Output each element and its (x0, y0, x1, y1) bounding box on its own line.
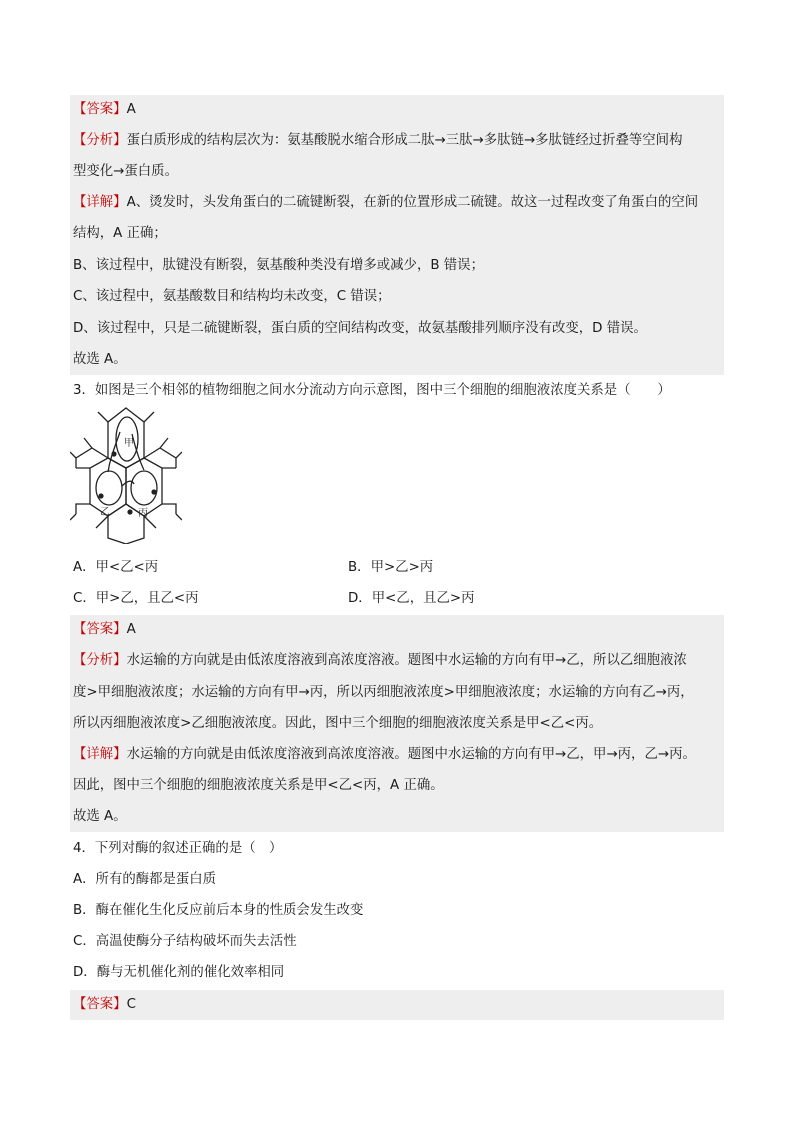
q2-detail-line-3: B、该过程中，肽键没有断裂，氨基酸种类没有增多或减少，B 错误； (73, 258, 484, 273)
q3-option-a[interactable]: A．甲<乙<丙 (73, 560, 159, 575)
q2-analysis: 【分析】蛋白质形成的结构层次为：氨基酸脱水缩合形成二肽→三肽→多肽链→多肽链经过折叠等空间构 (73, 133, 683, 148)
cell-bing-label: 丙 (138, 508, 148, 519)
q3-stem: 3．如图是三个相邻的植物细胞之间水分流动方向示意图，图中三个细胞的细胞液浓度关系是（ ） (73, 383, 671, 398)
q3-analysis-line-2: 度>甲细胞液浓度；水运输的方向有甲→丙，所以丙细胞液浓度>甲细胞液浓度；水运输的方向有乙→丙， (73, 685, 694, 700)
q3-option-b[interactable]: B．甲>乙>丙 (348, 560, 434, 575)
cell-yi-label: 乙 (100, 507, 110, 518)
q3-conclusion: 故选 A。 (73, 809, 127, 824)
q2-detail: 【详解】A、烫发时，头发角蛋白的二硫键断裂，在新的位置形成二硫键。故这一过程改变了角蛋白的空间 (73, 195, 699, 210)
q2-answer: 【答案】A (73, 102, 136, 117)
q2-analysis-cont: 型变化→蛋白质。 (73, 164, 178, 179)
q3-answer: 【答案】A (73, 622, 136, 637)
q2-conclusion: 故选 A。 (73, 352, 127, 367)
q4-option-d[interactable]: D．酶与无机催化剂的催化效率相同 (73, 965, 285, 980)
q3-analysis: 【分析】水运输的方向就是由低浓度溶液到高浓度溶液。题图中水运输的方向有甲→乙，所以乙细胞液浓 (73, 653, 687, 668)
q3-option-d[interactable]: D．甲<乙，且乙>丙 (348, 591, 475, 606)
q4-answer: 【答案】C (73, 997, 136, 1012)
q2-detail-line-5: D、该过程中，只是二硫键断裂，蛋白质的空间结构改变，故氨基酸排列顺序没有改变，D 错误。 (73, 321, 647, 336)
q4-option-a[interactable]: A．所有的酶都是蛋白质 (73, 872, 217, 887)
q4-stem: 4．下列对酶的叙述正确的是（ ） (73, 841, 283, 856)
q4-option-c[interactable]: C．高温使酶分子结构破坏而失去活性 (73, 934, 297, 949)
q3-option-c[interactable]: C．甲>乙，且乙<丙 (73, 591, 199, 606)
q4-option-b[interactable]: B．酶在催化生化反应前后本身的性质会发生改变 (73, 903, 364, 918)
q2-detail-line-2: 结构，A 正确； (73, 226, 167, 241)
q4-explanation-block (70, 990, 724, 1020)
q2-detail-line-4: C、该过程中，氨基酸数目和结构均未改变，C 错误； (73, 289, 391, 304)
q3-detail: 【详解】水运输的方向就是由低浓度溶液到高浓度溶液。题图中水运输的方向有甲→乙，甲→丙，乙→丙。 (73, 747, 696, 762)
q3-analysis-line-3: 所以丙细胞液浓度>乙细胞液浓度。因此，图中三个细胞的细胞液浓度关系是甲<乙<丙。 (73, 716, 603, 731)
q3-cell-diagram (70, 404, 182, 544)
cell-jia-label: 甲 (124, 438, 134, 449)
q3-detail-line-2: 因此，图中三个细胞的细胞液浓度关系是甲<乙<丙，A 正确。 (73, 778, 444, 793)
